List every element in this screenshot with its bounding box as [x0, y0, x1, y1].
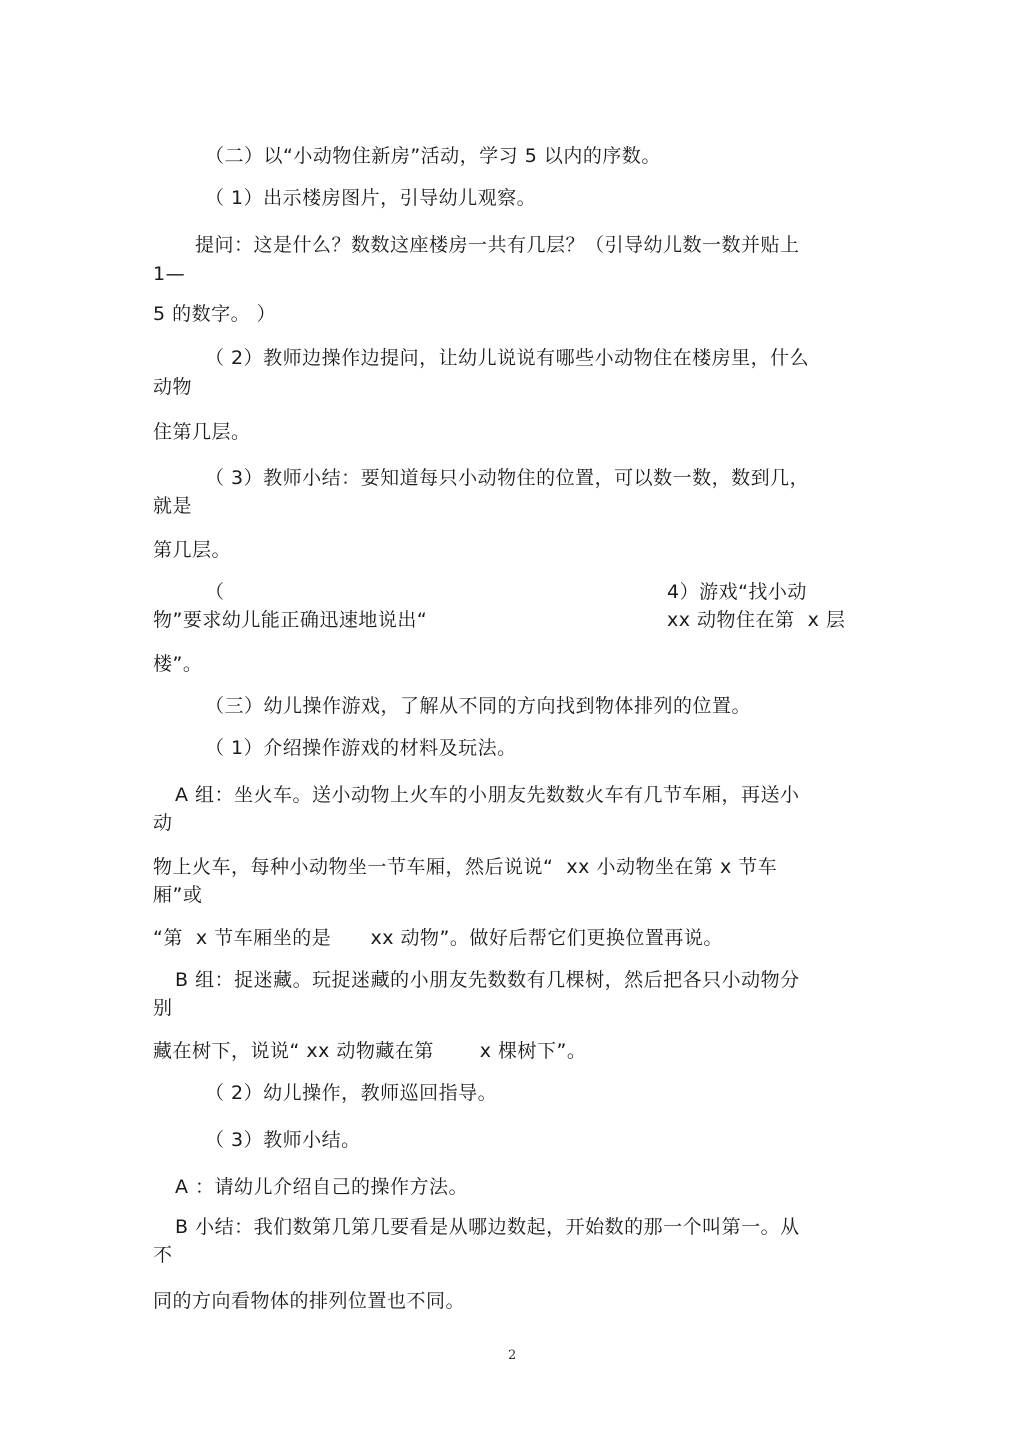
paragraph-line: 物上火车，每种小动物坐一节车厢，然后说说“ xx 小动物坐在第 x 节车: [153, 856, 778, 878]
paragraph-line: （ 1）出示楼房图片，引导幼儿观察。: [205, 187, 537, 209]
paragraph-line: 同的方向看物体的排列位置也不同。: [153, 1290, 466, 1312]
paragraph-line: 第几层。: [153, 539, 232, 561]
paragraph-line: 5 的数字。 ）: [153, 303, 277, 325]
paragraph-line: （ 1）介绍操作游戏的材料及玩法。: [205, 737, 517, 759]
section-heading-3: （三）幼儿操作游戏，了解从不同的方向找到物体排列的位置。: [205, 695, 752, 717]
paragraph-line: B 小结：我们数第几第几要看是从哪边数起，开始数的那一个叫第一。从: [175, 1216, 800, 1238]
paragraph-line: （ 2）幼儿操作，教师巡回指导。: [205, 1082, 498, 1104]
paragraph-line: （ 2）教师边操作边提问，让幼儿说说有哪些小动物住在楼房里，什么: [205, 347, 810, 369]
paragraph-line: （ 3）教师小结：要知道每只小动物住的位置，可以数一数，数到几，: [205, 467, 810, 489]
paragraph-line: 4）游戏“找小动: [667, 581, 807, 603]
page-number: 2: [508, 1348, 517, 1363]
paragraph-line: 1—: [153, 263, 186, 285]
paragraph-line: 动: [153, 812, 173, 834]
paragraph-line: 住第几层。: [153, 421, 251, 443]
paragraph-line: 提问：这是什么？数数这座楼房一共有几层？（引导幼儿数一数并贴上: [195, 234, 800, 256]
paragraph-line: 就是: [153, 495, 193, 517]
section-heading-2: （二）以“小动物住新房”活动，学习 5 以内的序数。: [205, 145, 661, 167]
paragraph-line: A ：请幼儿介绍自己的操作方法。: [175, 1176, 469, 1198]
paragraph-line: B 组：捉迷藏。玩捉迷藏的小朋友先数数有几棵树，然后把各只小动物分: [175, 969, 800, 991]
paragraph-line: （: [205, 581, 225, 603]
paragraph-line: A 组：坐火车。送小动物上火车的小朋友先数数火车有几节车厢，再送小: [175, 784, 800, 806]
paragraph-line: xx 动物住在第 x 层: [667, 609, 846, 631]
paragraph-line: 不: [153, 1244, 173, 1266]
paragraph-line: 厢”或: [153, 884, 203, 906]
paragraph-line: 别: [153, 997, 173, 1019]
paragraph-line: （ 3）教师小结。: [205, 1129, 361, 1151]
paragraph-line: 楼”。: [153, 653, 203, 675]
paragraph-line: “第 x 节车厢坐的是 xx 动物”。做好后帮它们更换位置再说。: [153, 927, 723, 949]
paragraph-line: 物”要求幼儿能正确迅速地说出“: [153, 609, 428, 631]
paragraph-line: 藏在树下，说说“ xx 动物藏在第 x 棵树下”。: [153, 1040, 587, 1062]
paragraph-line: 动物: [153, 376, 193, 398]
